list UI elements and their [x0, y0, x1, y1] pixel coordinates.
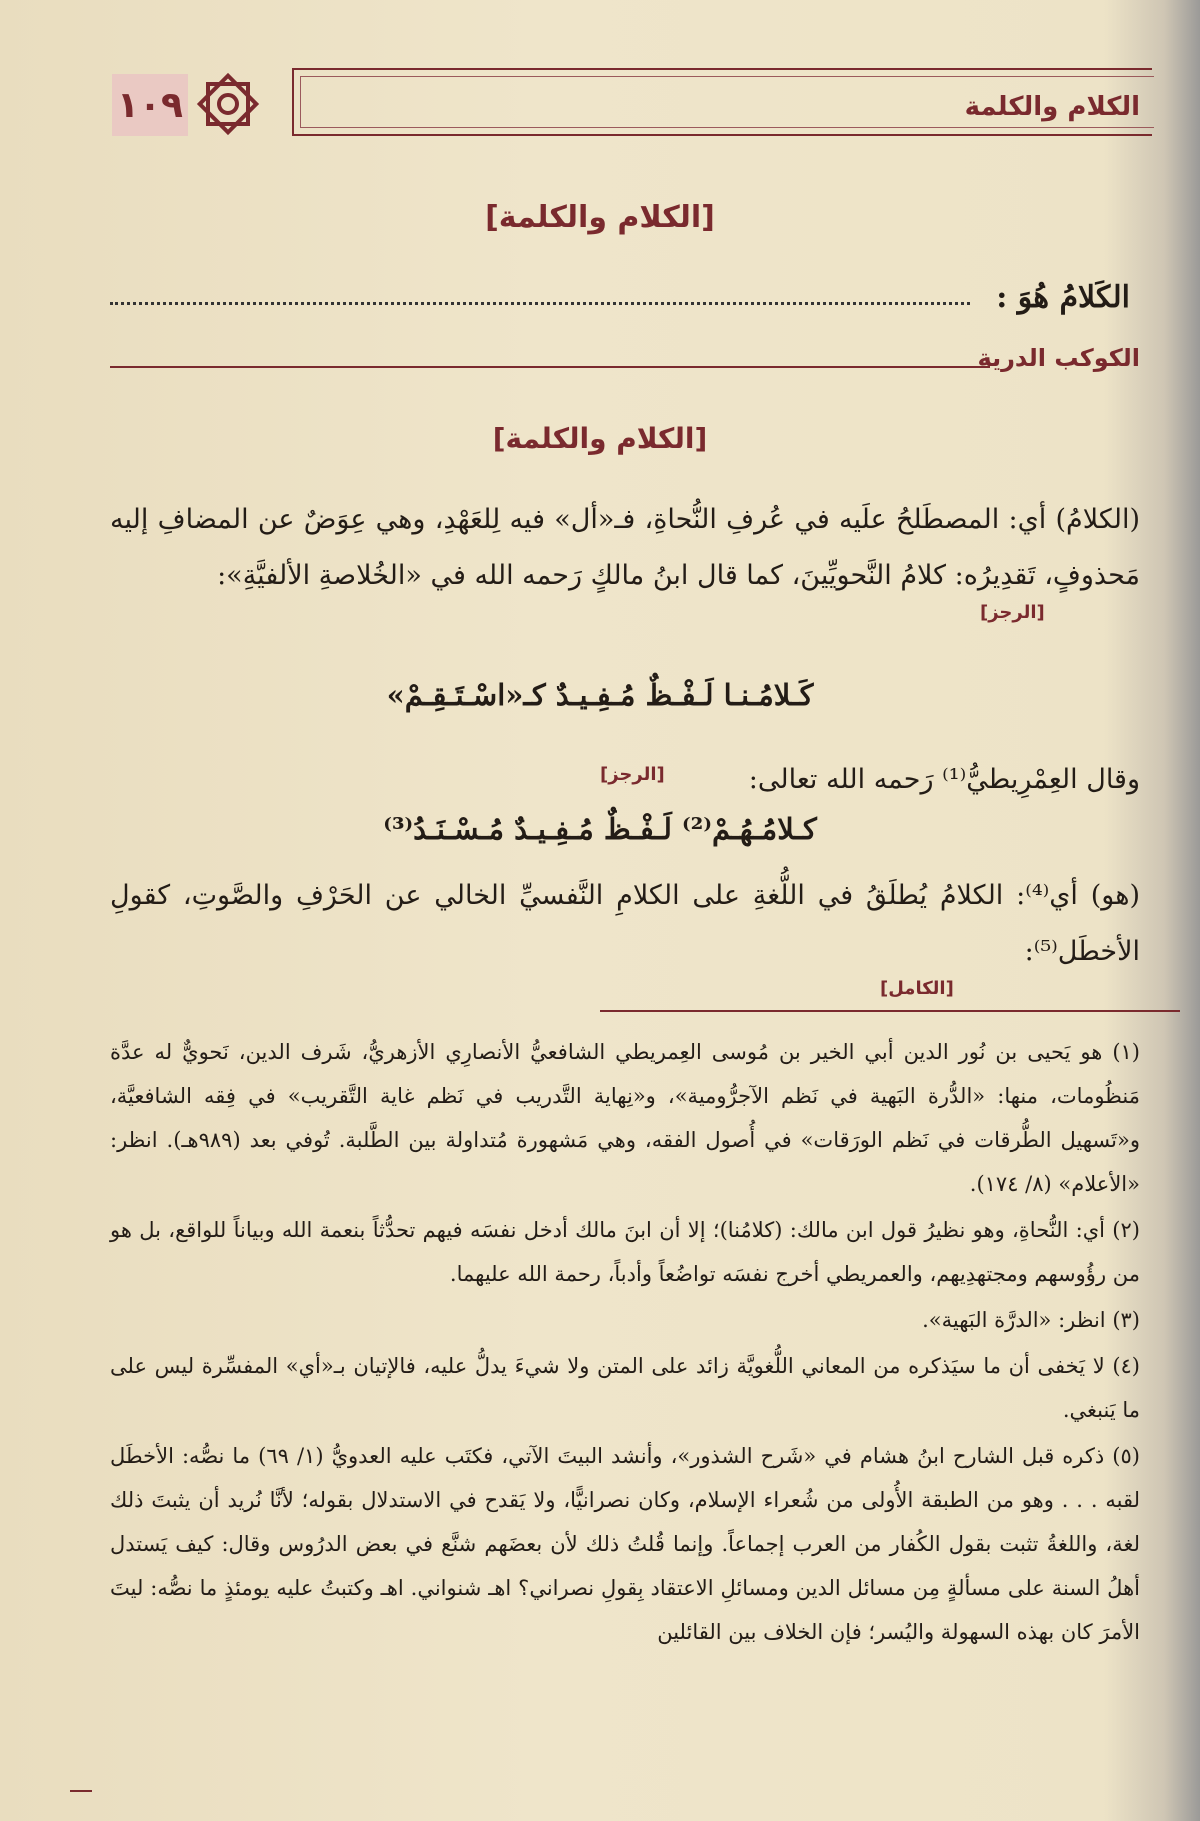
matn-dotted-line — [110, 302, 970, 305]
matn-line: الكَلامُ هُوَ : — [996, 280, 1130, 315]
page-number: ١٠٩ — [117, 84, 183, 126]
footnote-5: (٥) ذكره قبل الشارح ابنُ هشام في «شَرح الشذور»، وأنشد البيتَ الآتي، فكتَب عليه العدويُّ (١/ ٦٩) ما نصُّه: الأخطَل لقبه . . . وهو من الطبقة الأُولى من شُعراء الإسلام، وكان نصرانيًّا، ولا يَقدح في الاستدلال بقوله؛ لأنَّا نُريد أن يثبتَ ذلك لغة، واللغةُ تثبت بقول الكُفار من العرب إجماعاً. وإنما قُلتُ ذلك لأن بعضَهم شنَّع في بعض الدرُوس وقال: كيف يَستدل أهلُ السنة على مسألةٍ مِن مسائل الدين ومسائلِ الاعتقاد بِقولِ نصراني؟ اهـ شنواني. اهـ وكتبتُ عليه يومئذٍ ما نصُّه: ليتَ الأمرَ كان بهذه السهولة واليُسر؛ فإن الخلاف بين القائلين — [110, 1444, 1140, 1644]
commentary-title: الكوكب الدرية — [977, 344, 1140, 372]
meter-label-2: [الرجز] — [600, 764, 665, 785]
meter-label-1: [الرجز] — [980, 602, 1045, 623]
meter-label-3: [الكامل] — [880, 978, 954, 999]
footnote-4: (٤) لا يَخفى أن ما سيَذكره من المعاني اللُّغويَّة زائد على المتن ولا شيءَ يدلُّ عليه، فالإتيان بـ«أي» المفسِّرة ليس على ما يَنبغي. — [110, 1354, 1140, 1422]
continuation-mark — [70, 1790, 92, 1792]
commentary-rule — [110, 366, 990, 368]
commentary-paragraph-1: (الكلامُ) أي: المصطَلحُ علَيه في عُرفِ النُّحاةِ، فـ«أل» فيه لِلعَهْدِ، وهي عِوَضٌ عن المضافِ إليه مَحذوفٍ، تَقدِيرُه: كلامُ النَّحويِّينَ، كما قال ابنُ مالكٍ رَحمه الله في «الخُلاصةِ الألفيَّةِ»: — [110, 504, 1140, 591]
star-ornament-icon — [194, 70, 262, 138]
footnote-rule — [600, 1010, 1180, 1012]
section-title-commentary: [الكلام والكلمة] — [492, 422, 708, 455]
section-title-top: [الكلام والكلمة] — [485, 200, 715, 235]
commentary-paragraph-2: وقال العِمْرِيطيُّ⁽¹⁾ رَحمه الله تعالى: — [748, 764, 1140, 795]
footnote-3: (٣) انظر: «الدرَّة البَهية». — [922, 1308, 1140, 1332]
footnotes — [110, 1030, 1140, 1656]
running-title: الكلام والكلمة — [964, 92, 1140, 122]
page-number-box — [112, 74, 188, 136]
verse-1: كَـلامُـنـا لَـفْـظٌ مُـفِـيـدٌ كـ«اسْـتَـقِـمْ» — [386, 678, 814, 712]
footnote-2: (٢) أي: النُّحاةِ، وهو نظيرُ قول ابن مالك: (كلامُنا)؛ إلا أن ابنَ مالك أدخل نفسَه فيهم تحدُّثاً بنعمة الله وبياناً للواقع، بل هو من رؤُوسهم ومجتهدِيهم، والعمريطي أخرج نفسَه تواضُعاً وأدباً، رحمة الله عليهما. — [110, 1218, 1140, 1286]
verse-2: كـلامُـهُـمْ⁽²⁾ لَـفْـظٌ مُـفِـيـدٌ مُـسْـنَـدُ⁽³⁾ — [383, 812, 817, 846]
commentary-paragraph-3: (هو) أي⁽⁴⁾: الكلامُ يُطلَقُ في اللُّغةِ على الكلامِ النَّفسيِّ الخالي عن الحَرْفِ والصَّوتِ، كقولِ الأخطَل⁽⁵⁾: — [110, 880, 1140, 967]
footnote-1: (١) هو يَحيى بن نُور الدين أبي الخير بن مُوسى العِمريطي الشافعيُّ الأنصارِي الأزهريُّ، شَرف الدين، نَحويٌّ له عدَّة مَنظُومات، منها: «الدُّرة البَهية في نَظم الآجرُّومية»، و«نِهاية التَّدريب في نَظم غاية التَّقريب» في فِقه الشافعيَّة، و«تَسهيل الطُّرقات في نَظم الورَقات» في أُصول الفقه، وهي مَشهورة مُتداولة بين الطَّلبة. تُوفي بعد (٩٨٩هـ). انظر: «الأعلام» (٨/ ١٧٤). — [110, 1040, 1140, 1196]
